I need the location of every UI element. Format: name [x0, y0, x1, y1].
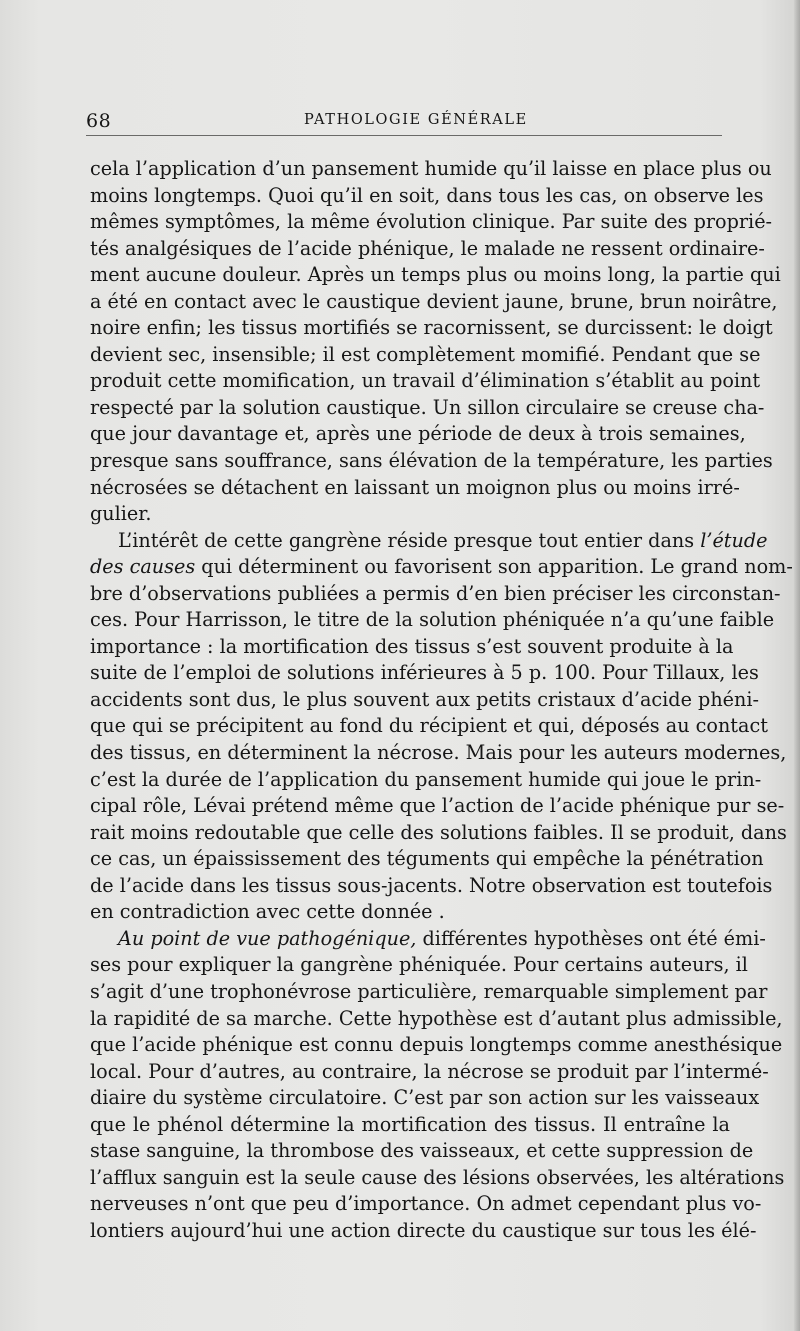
text-line: local. Pour d’autres, au contraire, la nécrose se produit par l’intermé- [90, 1059, 769, 1083]
text-line: cela l’application d’un pansement humide qu’il laisse en place plus ou [90, 157, 772, 180]
emphasis: des causes [90, 555, 196, 579]
text-line: accidents sont dus, le plus souvent aux petits cristaux d’acide phéni- [90, 687, 760, 711]
emphasis: Au point de vue pathogénique, [118, 926, 417, 950]
text-line: respecté par la solution caustique. Un sillon circulaire se creuse cha- [90, 395, 765, 419]
text-line: nécrosées se détachent en laissant un moignon plus ou moins irré- [90, 475, 740, 499]
text-line: mêmes symptômes, la même évolution clinique. Par suite des proprié- [90, 210, 773, 234]
text-line: tés analgésiques de l’acide phénique, le malade ne ressent ordinaire- [90, 236, 765, 260]
text-line: s’agit d’une trophonévrose particulière, remarquable simplement par [90, 979, 768, 1003]
text-line: l’afflux sanguin est la seule cause des lésions observées, les altérations [90, 1165, 785, 1189]
text-line: que l’acide phénique est connu depuis longtemps comme anesthésique [90, 1033, 783, 1057]
text-line: ment aucune douleur. Après un temps plus ou moins long, la partie qui [90, 263, 781, 287]
emphasis: l’étude [700, 528, 768, 552]
text-line: stase sanguine, la thrombose des vaisseaux, et cette suppression de [90, 1139, 754, 1163]
running-title: PATHOLOGIE GÉNÉRALE [304, 112, 528, 128]
text-line: gulier. [90, 502, 152, 526]
text-line: nerveuses n’ont que peu d’importance. On admet cependant plus vo- [90, 1192, 762, 1216]
text-line: des tissus, en déterminent la nécrose. Mais pour les auteurs modernes, [90, 741, 787, 765]
text-line: devient sec, insensible; il est complètement momifié. Pendant que se [90, 342, 761, 366]
text-line: de l’acide dans les tissus sous-jacents. Notre observation est toutefois [90, 873, 773, 897]
page-number: 68 [86, 110, 112, 132]
page-header [86, 104, 726, 134]
text-line: suite de l’emploi de solutions inférieures à 5 p. 100. Pour Tillaux, les [90, 661, 759, 685]
text-line: que jour davantage et, après une période de deux à trois semaines, [90, 422, 746, 446]
text-line: cipal rôle, Lévai prétend même que l’action de l’acide phénique pur se- [90, 794, 785, 818]
text-line: la rapidité de sa marche. Cette hypothèse est d’autant plus admissible, [90, 1006, 783, 1030]
text-line: que qui se précipitent au fond du récipient et qui, déposés au contact [90, 714, 768, 738]
book-edge-shadow [794, 0, 800, 1331]
text-line: en contradiction avec cette donnée . [90, 900, 445, 924]
text-line: importance : la mortification des tissus s’est souvent produite à la [90, 634, 734, 658]
text-line: lontiers aujourd’hui une action directe du caustique sur tous les élé- [90, 1218, 757, 1242]
body-text [90, 156, 793, 1244]
paragraph-start-line: L’intérêt de cette gangrène réside presque tout entier dans l’étude [118, 528, 768, 552]
header-rule [86, 135, 722, 136]
text-line: ces. Pour Harrisson, le titre de la solution phéniquée n’a qu’une faible [90, 608, 775, 632]
text-line: rait moins redoutable que celle des solutions faibles. Il se produit, dans [90, 820, 787, 844]
text-line: produit cette momification, un travail d’élimination s’établit au point [90, 369, 761, 393]
text-line: des causes qui déterminent ou favorisent son apparition. Le grand nom- [90, 555, 793, 579]
text-line: presque sans souffrance, sans élévation de la température, les parties [90, 449, 773, 473]
text-line: a été en contact avec le caustique devient jaune, brune, brun noirâtre, [90, 289, 778, 313]
text-line: bre d’observations publiées a permis d’en bien préciser les circonstan- [90, 581, 781, 605]
paragraph-start-line: Au point de vue pathogénique, différentes hypothèses ont été émi- [118, 926, 766, 950]
text-line: ce cas, un épaississement des téguments qui empêche la pénétration [90, 847, 764, 871]
text-line: que le phénol détermine la mortification des tissus. Il entraîne la [90, 1112, 730, 1136]
text-line: noire enfin; les tissus mortifiés se racornissent, se durcissent: le doigt [90, 316, 773, 340]
text-line: diaire du système circulatoire. C’est par son action sur les vaisseaux [90, 1086, 760, 1110]
text-line: ses pour expliquer la gangrène phéniquée. Pour certains auteurs, il [90, 953, 748, 977]
text-line: moins longtemps. Quoi qu’il en soit, dans tous les cas, on observe les [90, 183, 764, 207]
text-line: c’est la durée de l’application du pansement humide qui joue le prin- [90, 767, 762, 791]
